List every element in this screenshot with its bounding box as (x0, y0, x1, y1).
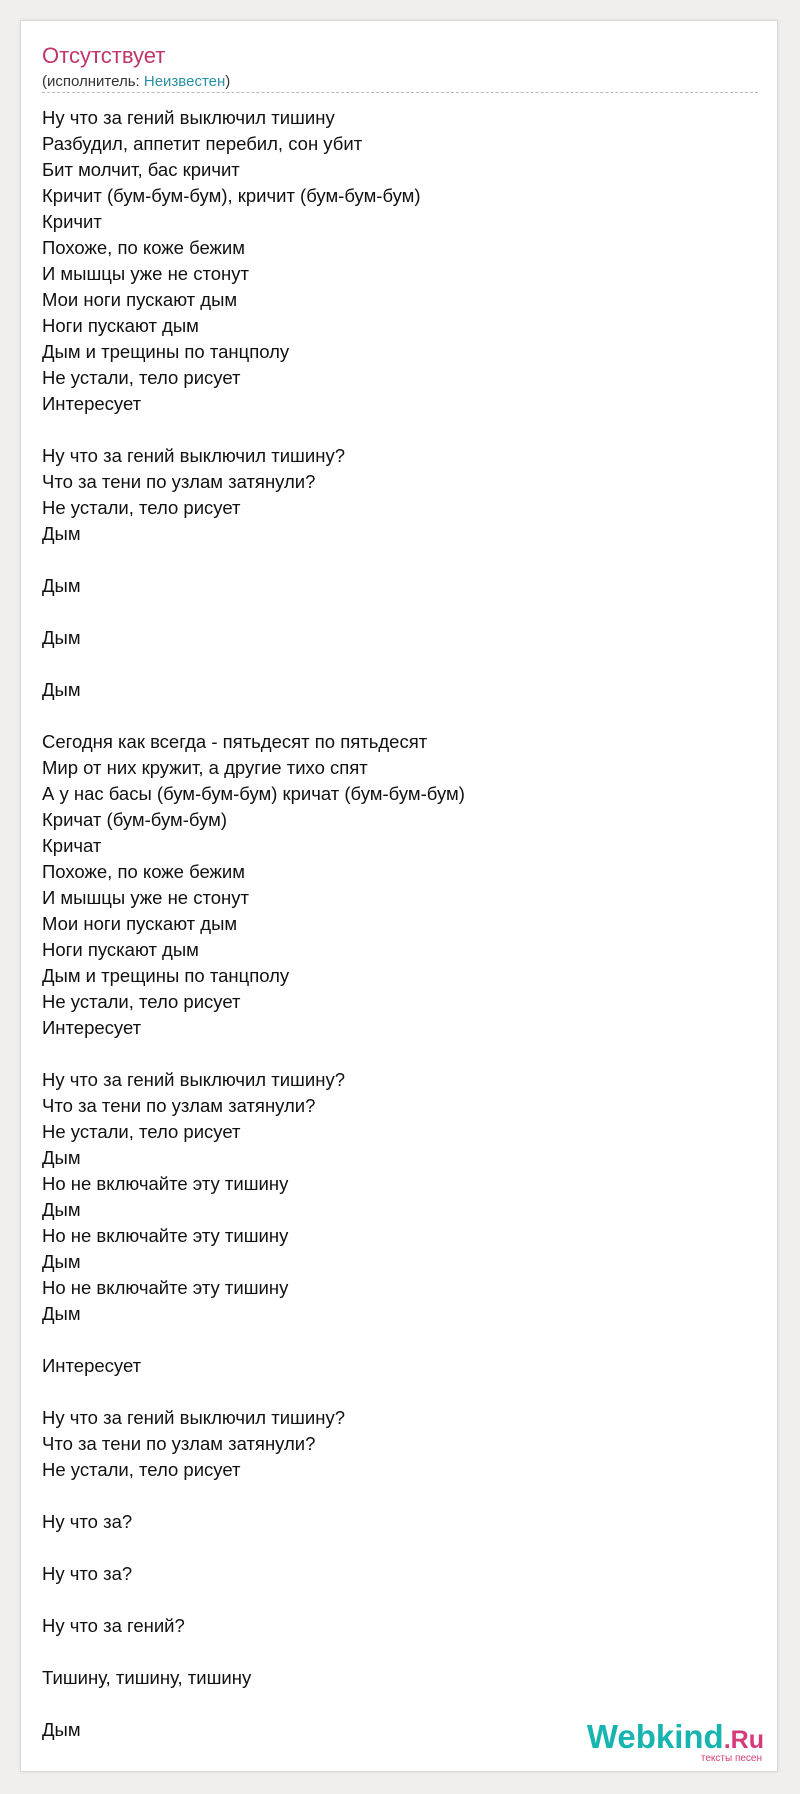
lyrics-line: Интересует (42, 1355, 142, 1376)
logo-main-text: Webkind (586, 1718, 724, 1755)
lyrics-blank-line (42, 1587, 742, 1613)
lyrics-line: Дым (42, 575, 81, 596)
lyrics-blank-line (42, 703, 742, 729)
lyrics-line: Что за тени по узлам затянули? (42, 471, 316, 492)
logo-wordmark (587, 1720, 764, 1757)
logo-suffix: .Ru (723, 1726, 764, 1754)
lyrics-text (42, 105, 742, 1743)
lyrics-line: Кричит (бум-бум-бум), кричит (бум-бум-бум) (42, 185, 421, 206)
performer-link[interactable]: Неизвестен (143, 73, 226, 90)
lyrics-line: Мои ноги пускают дым (42, 913, 238, 934)
lyrics-line: Не устали, тело рисует (42, 1121, 241, 1142)
lyrics-line: Ну что за гений выключил тишину? (42, 445, 345, 466)
performer-label: (исполнитель: (42, 73, 144, 90)
lyrics-line: Ну что за? (42, 1511, 133, 1532)
lyrics-line: Ну что за гений? (42, 1615, 185, 1636)
site-logo[interactable] (587, 1720, 764, 1764)
lyrics-line: Интересует (42, 1017, 142, 1038)
lyrics-line: Дым и трещины по танцполу (42, 965, 290, 986)
lyrics-blank-line (42, 1639, 742, 1665)
lyrics-line: Что за тени по узлам затянули? (42, 1433, 316, 1454)
lyrics-line: Интересует (42, 393, 142, 414)
lyrics-blank-line (42, 651, 742, 677)
lyrics-line: Но не включайте эту тишину (42, 1173, 289, 1194)
lyrics-line: Сегодня как всегда - пятьдесят по пятьдесят (42, 731, 428, 752)
lyrics-line: Мои ноги пускают дым (42, 289, 238, 310)
logo-tagline: тексты песен (700, 1753, 762, 1764)
lyrics-line: Ну что за гений выключил тишину? (42, 1069, 345, 1090)
lyrics-line: Тишину, тишину, тишину (42, 1667, 252, 1688)
lyrics-blank-line (42, 599, 742, 625)
lyrics-line: Дым и трещины по танцполу (42, 341, 290, 362)
lyrics-line: Ноги пускают дым (42, 939, 199, 960)
lyrics-line: Бит молчит, бас кричит (42, 159, 240, 180)
lyrics-line: Дым (42, 523, 81, 544)
lyrics-line: Дым (42, 679, 81, 700)
lyrics-line: Разбудил, аппетит перебил, сон убит (42, 133, 363, 154)
lyrics-line: Похоже, по коже бежим (42, 861, 245, 882)
lyrics-line: Похоже, по коже бежим (42, 237, 245, 258)
lyrics-line: Ну что за гений выключил тишину (42, 107, 335, 128)
lyrics-blank-line (42, 547, 742, 573)
lyrics-line: И мышцы уже не стонут (42, 887, 249, 908)
lyrics-blank-line (42, 1041, 742, 1067)
lyrics-line: Что за тени по узлам затянули? (42, 1095, 316, 1116)
lyrics-line: Дым (42, 1147, 81, 1168)
lyrics-line: Но не включайте эту тишину (42, 1225, 289, 1246)
lyrics-line: И мышцы уже не стонут (42, 263, 249, 284)
lyrics-line: Кричат (бум-бум-бум) (42, 809, 228, 830)
lyrics-line: Не устали, тело рисует (42, 991, 241, 1012)
lyrics-line: Мир от них кружит, а другие тихо спят (42, 757, 368, 778)
lyrics-line: Дым (42, 1719, 81, 1740)
song-title: Отсутствует (42, 43, 166, 68)
lyrics-line: А у нас басы (бум-бум-бум) кричат (бум-бум-бум) (42, 783, 465, 804)
lyrics-line: Но не включайте эту тишину (42, 1277, 289, 1298)
lyrics-line: Дым (42, 1199, 81, 1220)
lyrics-blank-line (42, 1483, 742, 1509)
lyrics-line: Кричит (42, 211, 102, 232)
lyrics-blank-line (42, 1691, 742, 1717)
lyrics-blank-line (42, 417, 742, 443)
lyrics-line: Дым (42, 627, 81, 648)
lyrics-line: Дым (42, 1303, 81, 1324)
lyrics-line: Дым (42, 1251, 81, 1272)
lyrics-blank-line (42, 1327, 742, 1353)
lyrics-line: Кричат (42, 835, 102, 856)
performer-line (42, 73, 230, 91)
lyrics-line: Ноги пускают дым (42, 315, 199, 336)
lyrics-line: Не устали, тело рисует (42, 1459, 241, 1480)
lyrics-line: Ну что за гений выключил тишину? (42, 1407, 345, 1428)
lyrics-line: Ну что за? (42, 1563, 133, 1584)
lyrics-blank-line (42, 1535, 742, 1561)
lyrics-line: Не устали, тело рисует (42, 367, 241, 388)
header-divider (42, 92, 758, 93)
lyrics-blank-line (42, 1379, 742, 1405)
lyrics-line: Не устали, тело рисует (42, 497, 241, 518)
performer-close: ) (225, 73, 231, 90)
